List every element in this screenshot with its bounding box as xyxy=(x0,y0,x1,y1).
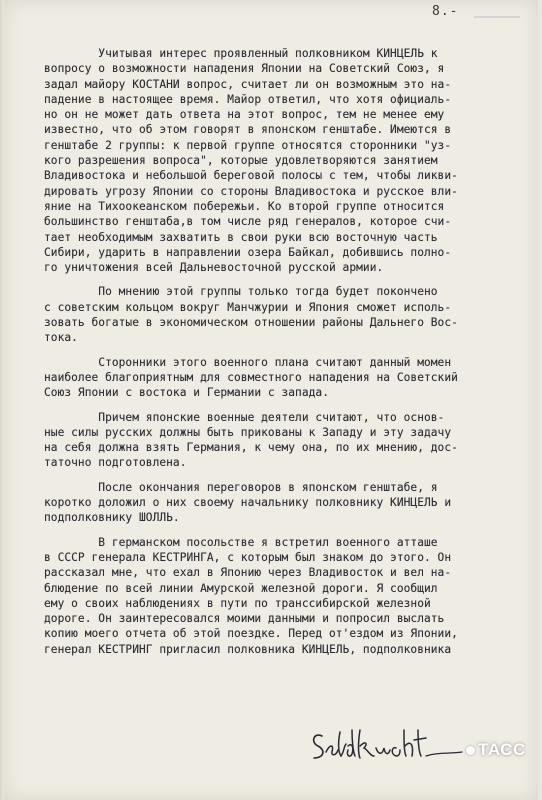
tass-watermark xyxy=(466,740,526,760)
text-line: генерал КЕСТРИНГ пригласил полковника КИНЦЕЛЬ, подполковника xyxy=(44,642,452,656)
text-line: кого разрешения вопроса", которые удовлетворяются занятием xyxy=(44,154,438,168)
text-line: ему о своих наблюдениях в пути по транссибирской железной xyxy=(44,596,431,610)
text-line: на себя должна взять Германия, к чему она, по их мнению, дос- xyxy=(44,441,458,455)
text-line: дировать угрозу Японии со стороны Владивостока и русское вли- xyxy=(44,184,458,198)
text-line: яние на Тихоокеанском побережьи. Ко второй группе относится xyxy=(44,199,445,213)
text-line: генштабе 2 группы: к первой группе относятся сторонники "уз- xyxy=(44,138,452,152)
text-line: го уничтожения всей Дальневосточной русской армии. xyxy=(44,261,384,275)
paragraph-gap xyxy=(44,471,522,480)
page-number: 8.- xyxy=(432,4,459,19)
text-line: блюдение по всей линии Амурской железной дороги. Я сообщил xyxy=(44,581,438,595)
text-line: известно, что об этом говорят в японском генштабе. Имеются в xyxy=(44,123,452,137)
tass-watermark-text: ТАСС xyxy=(478,740,526,759)
text-line: В германском посольстве я встретил военного атташе xyxy=(44,535,438,549)
typewritten-text xyxy=(44,46,522,657)
tass-logo-icon xyxy=(466,746,475,755)
text-line: После окончания переговоров в японском генштабе, я xyxy=(44,480,438,494)
text-line: наиболее благоприятным для совместного нападения на Советский xyxy=(44,370,458,384)
text-line: тока. xyxy=(44,331,78,345)
paragraph-gap xyxy=(44,346,522,355)
paragraph-gap xyxy=(44,275,522,284)
text-line: коротко доложил о них своему начальнику полковнику КИНЦЕЛЬ и xyxy=(44,496,452,510)
faded-stamp-mark xyxy=(474,2,520,18)
text-line: задал майору КОСТАНИ вопрос, считает ли он возможным это на- xyxy=(44,77,452,91)
text-line: По мнению этой группы только тогда будет покончено xyxy=(44,285,438,299)
text-line: Союз Японии с востока и Германии с запада. xyxy=(44,386,329,400)
text-line: но он не может дать ответа на этот вопрос, тем не менее ему xyxy=(44,108,445,122)
text-line: Сторонники этого военного плана считают данный момен xyxy=(44,355,452,369)
text-line: дороге. Он заинтересовался моими данными и попросил выслать xyxy=(44,612,445,626)
text-line: Владивостока и небольшой береговой полосы с тем, чтобы ликви- xyxy=(44,169,458,183)
paragraph-gap xyxy=(44,401,522,410)
text-line: ные силы русских должны быть прикованы к Западу и эту задачу xyxy=(44,425,452,439)
text-line: вопросу о возможности нападения Японии на Советский Союз, я xyxy=(44,62,445,76)
handwritten-signature xyxy=(308,722,468,766)
text-line: падение в настоящее время. Майор ответил, что хотя официаль- xyxy=(44,92,452,106)
paragraph-gap xyxy=(44,526,522,535)
text-line: рассказал мне, что ехал в Японию через Владивосток и вел на- xyxy=(44,566,452,580)
text-line: подполковнику ШОЛЛЬ. xyxy=(44,511,180,525)
text-line: большинство генштаба,в том числе ряд генералов, которое счи- xyxy=(44,215,452,229)
text-line: таточно подготовлена. xyxy=(44,456,187,470)
text-line: копию моего отчета об этой поездке. Перед от'ездом из Японии, xyxy=(44,627,458,641)
text-line: зовать богатые в экономическом отношении районы Дальнего Вос- xyxy=(44,316,458,330)
text-line: тает необходимым захватить в свои руки всю восточную часть xyxy=(44,230,438,244)
text-line: с советским кольцом вокруг Манчжурии и Япония сможет исполь- xyxy=(44,300,452,314)
text-line: Причем японские военные деятели считают, что основ- xyxy=(44,410,445,424)
text-line: Сибири, ударить в направлении озера Байкал, добившись полно- xyxy=(44,245,452,259)
text-line: в СССР генерала КЕСТРИНГА, с которым был знаком до этого. Он xyxy=(44,550,452,564)
text-line: Учитывая интерес проявленный полковником КИНЦЕЛЬ к xyxy=(44,47,438,60)
